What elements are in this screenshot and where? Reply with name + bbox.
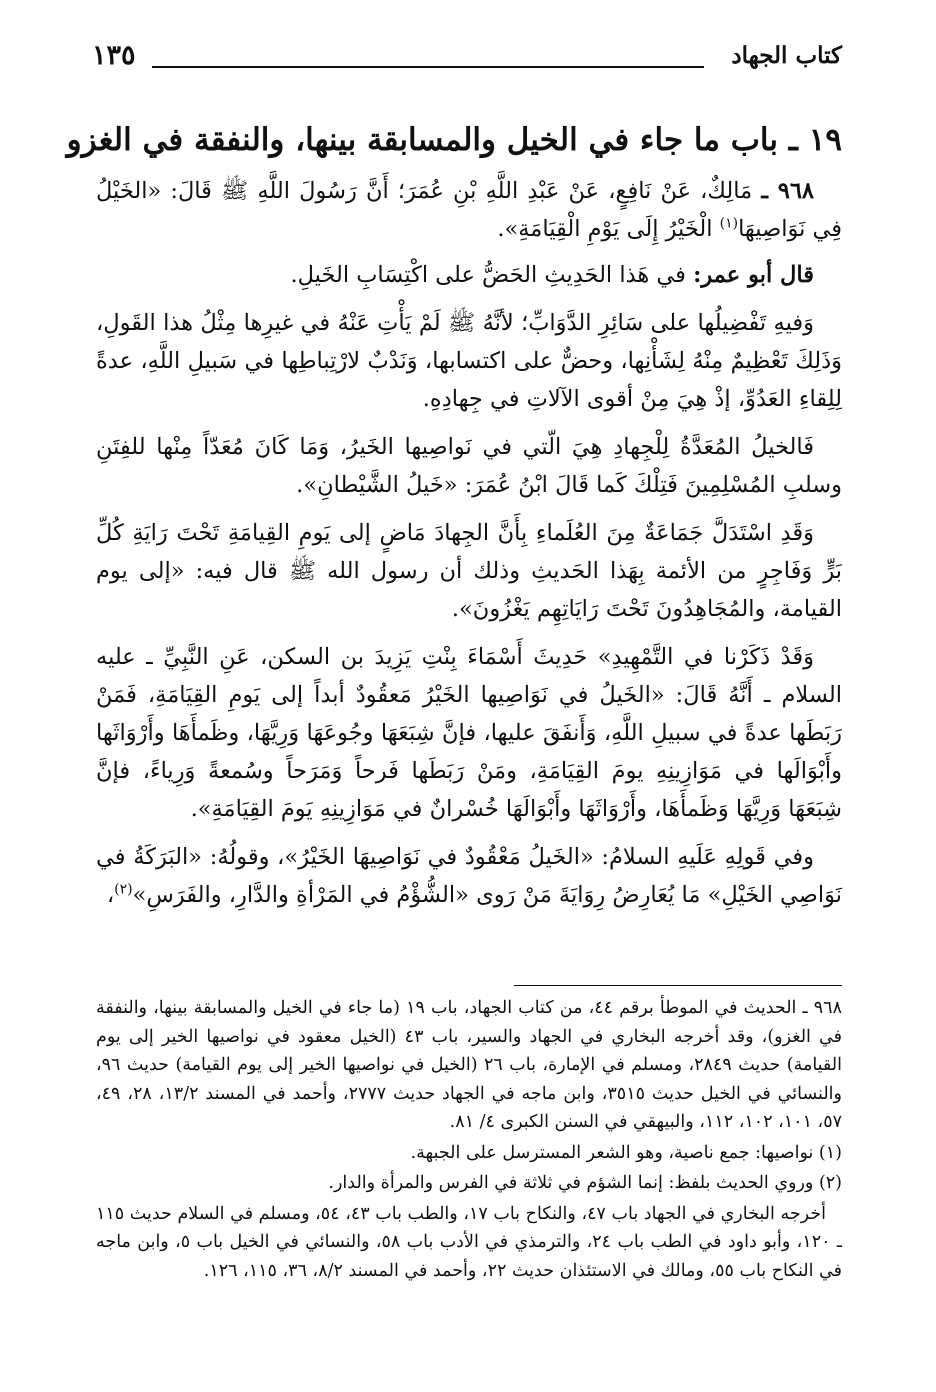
page-header: [92, 40, 842, 80]
commentary-text-6: وفي قَولِهِ عَلَيهِ السلامُ: «الخَيلُ مَعْقُودٌ في نَوَاصِيهَا الخَيْرُ»، وقولُهُ: «البَرَكَةُ في نَوَاصِي الخَيْلِ» مَا يُعَارِضُ رِوَايَةَ مَنْ رَوى «الشُّؤْمُ في المَرْأةِ والدَّارِ، والفَرَسِ»: [96, 844, 842, 908]
commentary-paragraph-1: [96, 256, 842, 294]
main-text: [96, 172, 842, 924]
footnote-968: ٩٦٨ ـ الحديث في الموطأ برقم ٤٤، من كتاب الجهاد، باب ١٩ (ما جاء في الخيل والمسابقة بينها، والنفقة في الغزو)، وقد أخرجه البخاري في الجهاد والسير، باب ٤٣ (الخيل معقود في نواصيها الخير إلى يوم القيامة) حديث ٢٨٤٩، ومسلم في الإمارة، باب ٢٦ (الخيل في نواصيها الخير إلى يوم القيامة) حديث ٩٦، والنسائي في الخيل حديث ٣٥١٥، وابن ماجه في الجهاد حديث ٢٧٧٧، وأحمد في المسند ١٣/٢، ٢٨، ٤٩، ٥٧، ١٠١، ١٠٢، ١١٢، والبيهقي في السنن الكبرى ٤/ ٨١.: [96, 998, 842, 1132]
chapter-title: ١٩ ـ باب ما جاء في الخيل والمسابقة بينها، والنفقة في الغزو: [66, 122, 842, 158]
commentary-paragraph-2: وَفيهِ تَفْضِيلُها على سَائِرِ الدَّوَابِّ؛ لأنَّهُ ﷺ لَمْ يَأْتِ عَنْهُ في غيرِها مِثْلُ هذا القَولِ، وَذَلِكَ تَعْظِيمٌ مِنْهُ لِشَأْنِها، وحضٌّ على اكتسابها، وَنَدْبٌ لارْتِباطِها في سَبيلِ اللَّهِ، عدةً لِلِقاءِ العَدُوِّ، إذْ هِيَ مِنْ أقوى الآلاتِ في جِهادِهِ.: [96, 310, 842, 412]
footnotes: [96, 994, 842, 1287]
footnote-separator: [514, 985, 842, 986]
commentary-speaker: قال أبو عمر:: [693, 262, 814, 288]
commentary-paragraph-5: وَقَدْ ذَكَرْنا في التَّمْهِيدِ» حَدِيثَ أَسْمَاءَ بِنْتِ يَزِيدَ بن السكن، عَنِ النَّبِيِّ ـ عليه السلام ـ أَنَّهُ قَالَ: «الخَيلُ في نَوَاصِيها الخَيْرُ مَعقُودٌ أبداً إلى يَومِ القِيَامَةِ، فَمَنْ رَبَطَها عدةً في سبيلِ اللَّهِ، وَأَنفَقَ عليها، فإنَّ شِبَعَهَا وجُوعَهَا وَرِيَّهَا، وظَمأَهَا وأَرْوَاثَها وأَبْوَالَها في مَوَازِينِهِ يومَ القِيَامَةِ، ومَنْ رَبَطَها فَرحاً وَمَرَحاً وسُمعةً وَرِياءً، فإنَّ شِبَعَهَا وَرِيَّهَا وَظَمأَهَا، وأَرْوَاثَهَا وأَبْوَالَهَا خُسْرانٌ في مَوَازِينِهِ يَومَ القِيَامَةِ».: [96, 644, 842, 822]
commentary-text-6-end: ،: [106, 882, 115, 908]
footnote-2-detail: أخرجه البخاري في الجهاد باب ٤٧، والنكاح باب ١٧، والطب باب ٤٣، ٥٤، ومسلم في السلام حديث ١١٥ ـ ١٢٠، وأبو داود في الطب باب ٢٤، والترمذي في الأدب باب ٥٨، والنسائي في الخيل باب ٥، وابن ماجه في النكاح باب ٥٥، ومالك في الاستئذان حديث ٢٢، وأحمد في المسند ٨/٢، ٣٦، ١١٥، ١٢٦.: [96, 1203, 842, 1281]
hadith-chain: مَالِكٌ، عَنْ نَافِعٍ، عَنْ عَبْدِ اللَّهِ بْنِ عُمَرَ؛ أَنَّ رَسُولَ اللَّهِ ﷺ قَالَ: «الخَيْلُ فِي نَوَاصِيهَا: [96, 178, 842, 242]
footnote-1: (١) نواصيها: جمع ناصية، وهو الشعر المسترسل على الجبهة.: [410, 1142, 842, 1163]
running-title: كتاب الجهاد: [731, 42, 842, 69]
hadith-paragraph: [96, 172, 842, 248]
footnote-ref-1: (١): [719, 215, 739, 232]
commentary-paragraph-3: فَالخيلُ المُعَدَّةُ لِلْجِهادِ هِيَ الّتي في نَواصِيها الخَيرُ، وَمَا كَانَ مُعَدّاً مِنْها للفِتَنِ وسلبِ المُسْلِمِينَ فَتِلْكَ كَما قَالَ ابْنُ عُمَرَ: «خَيلُ الشَّيْطانِ».: [96, 434, 842, 498]
commentary-text-1: في هَذا الحَدِيثِ الحَضُّ على اكْتِسَابِ الخَيلِ.: [290, 262, 686, 288]
footnote-ref-2: (٢): [114, 881, 133, 898]
hadith-matn-end: الْخَيْرُ إِلَى يَوْمِ الْقِيَامَةِ».: [497, 216, 713, 242]
commentary-paragraph-4: وَقَدِ اسْتَدَلَّ جَمَاعَةٌ مِنَ العُلَماءِ بِأَنَّ الجِهادَ مَاضٍ إلى يَومِ القِيامَةِ تَحْتَ رَايَةِ كُلِّ بَرٍّ وَفَاجِرٍ من الأئمة بِهَذا الحَديثِ وذلك أن رسول الله ﷺ قال فيه: «إلى يوم القيامة، والمُجَاهِدُونَ تَحْتَ رَايَاتِهِم يَغْزُونَ».: [96, 520, 842, 622]
hadith-number: ٩٦٨ ـ: [761, 178, 814, 204]
footnote-2: (٢) وروي الحديث بلفظ: إنما الشؤم في ثلاثة في الفرس والمرأة والدار.: [328, 1173, 842, 1193]
commentary-paragraph-6: [96, 838, 842, 914]
header-rule: [152, 66, 704, 68]
page-number: ١٣٥: [92, 40, 136, 71]
